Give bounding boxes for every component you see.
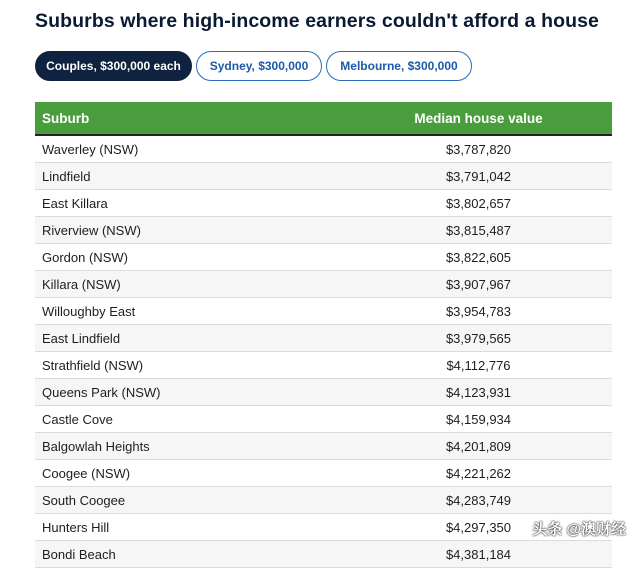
table-header bbox=[35, 102, 612, 136]
cell-suburb: Hunters Hill bbox=[42, 519, 110, 535]
table-row bbox=[35, 487, 612, 514]
table-row bbox=[35, 541, 612, 568]
cell-suburb: Lindfield bbox=[42, 168, 91, 184]
cell-suburb: East Killara bbox=[42, 195, 108, 211]
suburb-table bbox=[35, 102, 612, 568]
table-body bbox=[35, 136, 612, 568]
table-row bbox=[35, 190, 612, 217]
cell-median-value: $4,283,749 bbox=[445, 492, 512, 508]
cell-suburb: Strathfield (NSW) bbox=[42, 357, 144, 373]
table-row bbox=[35, 244, 612, 271]
cell-median-value: $4,201,809 bbox=[445, 438, 512, 454]
tab-couples[interactable]: Couples, $300,000 each bbox=[35, 51, 192, 81]
table-row bbox=[35, 163, 612, 190]
table-row bbox=[35, 217, 612, 244]
cell-suburb: Gordon (NSW) bbox=[42, 249, 128, 265]
table-row bbox=[35, 514, 612, 541]
cell-median-value: $3,787,820 bbox=[445, 141, 512, 157]
cell-median-value: $4,159,934 bbox=[445, 411, 512, 427]
cell-suburb: South Coogee bbox=[42, 492, 126, 508]
tab-melbourne[interactable]: Melbourne, $300,000 bbox=[326, 51, 472, 81]
cell-median-value: $3,815,487 bbox=[445, 222, 512, 238]
cell-median-value: $3,979,565 bbox=[445, 330, 512, 346]
cell-median-value: $3,907,967 bbox=[445, 276, 512, 292]
table-row bbox=[35, 352, 612, 379]
cell-suburb: Balgowlah Heights bbox=[42, 438, 150, 454]
cell-suburb: Killara (NSW) bbox=[42, 276, 121, 292]
tab-bar bbox=[35, 51, 472, 81]
table-row bbox=[35, 460, 612, 487]
table-row bbox=[35, 136, 612, 163]
cell-suburb: Castle Cove bbox=[42, 411, 113, 427]
table-row bbox=[35, 406, 612, 433]
cell-median-value: $4,221,262 bbox=[445, 465, 512, 481]
tab-sydney[interactable]: Sydney, $300,000 bbox=[196, 51, 322, 81]
cell-suburb: Riverview (NSW) bbox=[42, 222, 141, 238]
cell-median-value: $4,112,776 bbox=[446, 357, 511, 373]
cell-median-value: $3,802,657 bbox=[445, 195, 512, 211]
cell-median-value: $3,954,783 bbox=[445, 303, 512, 319]
table-row bbox=[35, 271, 612, 298]
cell-median-value: $3,791,042 bbox=[445, 168, 512, 184]
cell-suburb: Bondi Beach bbox=[42, 546, 116, 562]
cell-suburb: East Lindfield bbox=[42, 330, 121, 346]
cell-suburb: Queens Park (NSW) bbox=[42, 384, 161, 400]
cell-suburb: Waverley (NSW) bbox=[42, 141, 139, 157]
cell-median-value: $4,297,350 bbox=[445, 519, 512, 535]
column-header-suburb[interactable]: Suburb bbox=[42, 110, 90, 126]
watermark: 头条 @澳财经 bbox=[532, 521, 626, 538]
cell-median-value: $4,381,184 bbox=[445, 546, 512, 562]
table-row bbox=[35, 298, 612, 325]
cell-suburb: Coogee (NSW) bbox=[42, 465, 131, 481]
cell-median-value: $4,123,931 bbox=[445, 384, 512, 400]
column-header-median-value[interactable]: Median house value bbox=[414, 110, 543, 126]
page-title: Suburbs where high-income earners couldn't afford a house bbox=[35, 10, 600, 32]
cell-median-value: $3,822,605 bbox=[445, 249, 512, 265]
table-row bbox=[35, 379, 612, 406]
cell-suburb: Willoughby East bbox=[42, 303, 136, 319]
table-row bbox=[35, 325, 612, 352]
table-row bbox=[35, 433, 612, 460]
